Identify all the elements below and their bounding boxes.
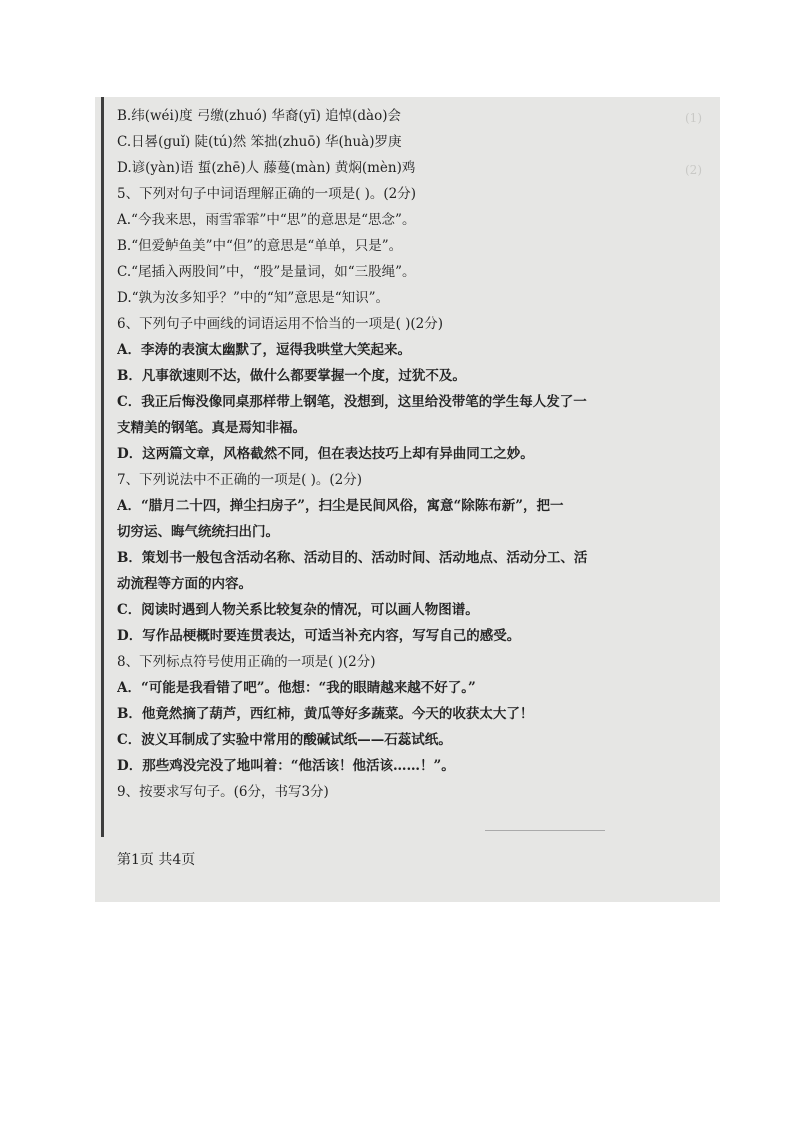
question-6-option-a: A．李涛的表演太幽默了，逗得我哄堂大笑起来。: [117, 342, 411, 358]
question-8-option-a: A．“可能是我看错了吧”。他想：“我的眼睛越来越不好了。”: [117, 680, 476, 696]
question-7-option-b: B．策划书一般包含活动名称、活动目的、活动时间、活动地点、活动分工、活: [117, 550, 588, 566]
question-5-option-d: D.“孰为汝多知乎？”中的“知”意思是“知识”。: [117, 290, 390, 306]
question-7-stem: 7、下列说法中不正确的一项是( )。(2分): [117, 472, 363, 488]
question-8-option-b: B．他竟然摘了葫芦，西红柿，黄瓜等好多蔬菜。今天的收获太大了！: [117, 706, 534, 722]
question-5-option-c: C.“尾插入两股间”中，“股”是量词，如“三股绳”。: [117, 264, 416, 280]
option-b-prev: B.纬(wéi)度 弓缴(zhuó) 华裔(yī) 追悼(dào)会: [117, 108, 401, 124]
question-8-option-c: C．波义耳制成了实验中常用的酸碱试纸——石蕊试纸。: [117, 732, 452, 748]
question-6-option-d: D．这两篇文章，风格截然不同，但在表达技巧上却有异曲同工之妙。: [117, 446, 534, 462]
question-6-option-c: C．我正后悔没像同桌那样带上钢笔，没想到，这里给没带笔的学生每人发了一: [117, 394, 587, 410]
left-margin-line: [101, 97, 104, 837]
answer-blank-line: [485, 830, 605, 831]
question-5-option-a: A.“今我来思，雨雪霏霏”中“思”的意思是“思念”。: [117, 212, 416, 228]
question-7-option-a: A．“腊月二十四，掸尘扫房子”，扫尘是民间风俗，寓意“除陈布新”，把一: [117, 498, 564, 514]
question-5-stem: 5、下列对句子中词语理解正确的一项是( )。(2分): [117, 186, 417, 202]
question-5-option-b: B.“但爱鲈鱼美”中“但”的意思是“单单，只是”。: [117, 238, 403, 254]
option-d-prev: D.谚(yàn)语 蜇(zhē)人 藤蔓(màn) 黄焖(mèn)鸡: [117, 160, 416, 176]
question-7-option-b-cont: 动流程等方面的内容。: [117, 576, 252, 592]
question-6-option-c-cont: 支精美的钢笔。真是焉知非福。: [117, 420, 306, 436]
scanned-exam-photo: [95, 97, 720, 902]
question-7-option-a-cont: 切穷运、晦气统统扫出门。: [117, 524, 279, 540]
question-9-stem: 9、按要求写句子。(6分，书写3分): [117, 784, 329, 800]
question-6-stem: 6、下列句子中画线的词语运用不恰当的一项是( )(2分): [117, 316, 444, 332]
question-7-option-d: D．写作品梗概时要连贯表达，可适当补充内容，写写自己的感受。: [117, 628, 521, 644]
page-number-footer: 第1页 共4页: [117, 852, 196, 868]
question-8-option-d: D．那些鸡没完没了地叫着：“他活该！他活该……！”。: [117, 758, 455, 774]
question-7-option-c: C．阅读时遇到人物关系比较复杂的情况，可以画人物图谱。: [117, 602, 479, 618]
question-8-stem: 8、下列标点符号使用正确的一项是( )(2分): [117, 654, 376, 670]
bleed-through-text: (2): [685, 163, 702, 177]
question-6-option-b: B．凡事欲速则不达，做什么都要掌握一个度，过犹不及。: [117, 368, 466, 384]
option-c-prev: C.日晷(guǐ) 陡(tú)然 笨拙(zhuō) 华(huà)罗庚: [117, 134, 402, 150]
exam-content: [117, 103, 687, 805]
bleed-through-text: (1): [685, 111, 702, 125]
